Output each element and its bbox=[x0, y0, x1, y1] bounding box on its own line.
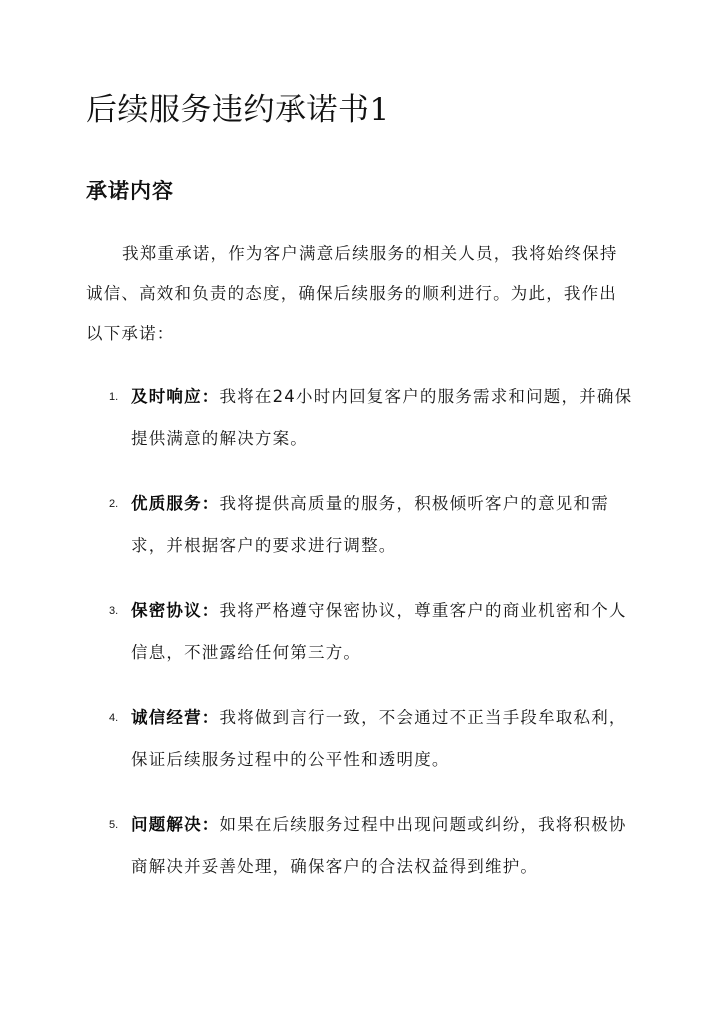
commitment-term: 问题解决： bbox=[131, 815, 220, 834]
commitment-item bbox=[86, 590, 634, 674]
commitment-term: 保密协议： bbox=[131, 601, 220, 620]
commitment-term: 及时响应： bbox=[131, 387, 220, 406]
commitment-number: 3. bbox=[109, 605, 119, 617]
commitment-term: 优质服务： bbox=[131, 494, 220, 513]
commitment-text: 我将提供高质量的服务，积极倾听客户的意见和需求，并根据客户的要求进行调整。 bbox=[131, 494, 609, 555]
commitment-term: 诚信经营： bbox=[131, 708, 220, 727]
commitment-item bbox=[86, 697, 634, 781]
commitment-item bbox=[86, 804, 634, 888]
document-title: 后续服务违约承诺书1 bbox=[86, 92, 390, 128]
section-heading: 承诺内容 bbox=[86, 178, 174, 203]
commitment-text: 如果在后续服务过程中出现问题或纠纷，我将积极协商解决并妥善处理，确保客户的合法权益得到维护。 bbox=[131, 815, 627, 876]
commitment-item bbox=[86, 483, 634, 567]
commitment-text: 我将在24小时内回复客户的服务需求和问题，并确保提供满意的解决方案。 bbox=[131, 387, 633, 448]
commitment-item bbox=[86, 376, 634, 460]
commitment-number: 2. bbox=[109, 498, 119, 510]
commitment-number: 5. bbox=[109, 819, 119, 831]
commitment-text: 我将做到言行一致，不会通过不正当手段牟取私利，保证后续服务过程中的公平性和透明度。 bbox=[131, 708, 627, 769]
commitment-list bbox=[86, 376, 634, 911]
commitment-number: 1. bbox=[109, 391, 119, 403]
commitment-number: 4. bbox=[109, 712, 119, 724]
commitment-text: 我将严格遵守保密协议，尊重客户的商业机密和个人信息，不泄露给任何第三方。 bbox=[131, 601, 627, 662]
intro-paragraph: 我郑重承诺，作为客户满意后续服务的相关人员，我将始终保持诚信、高效和负责的态度，确保后续服务的顺利进行。为此，我作出以下承诺： bbox=[86, 244, 618, 343]
